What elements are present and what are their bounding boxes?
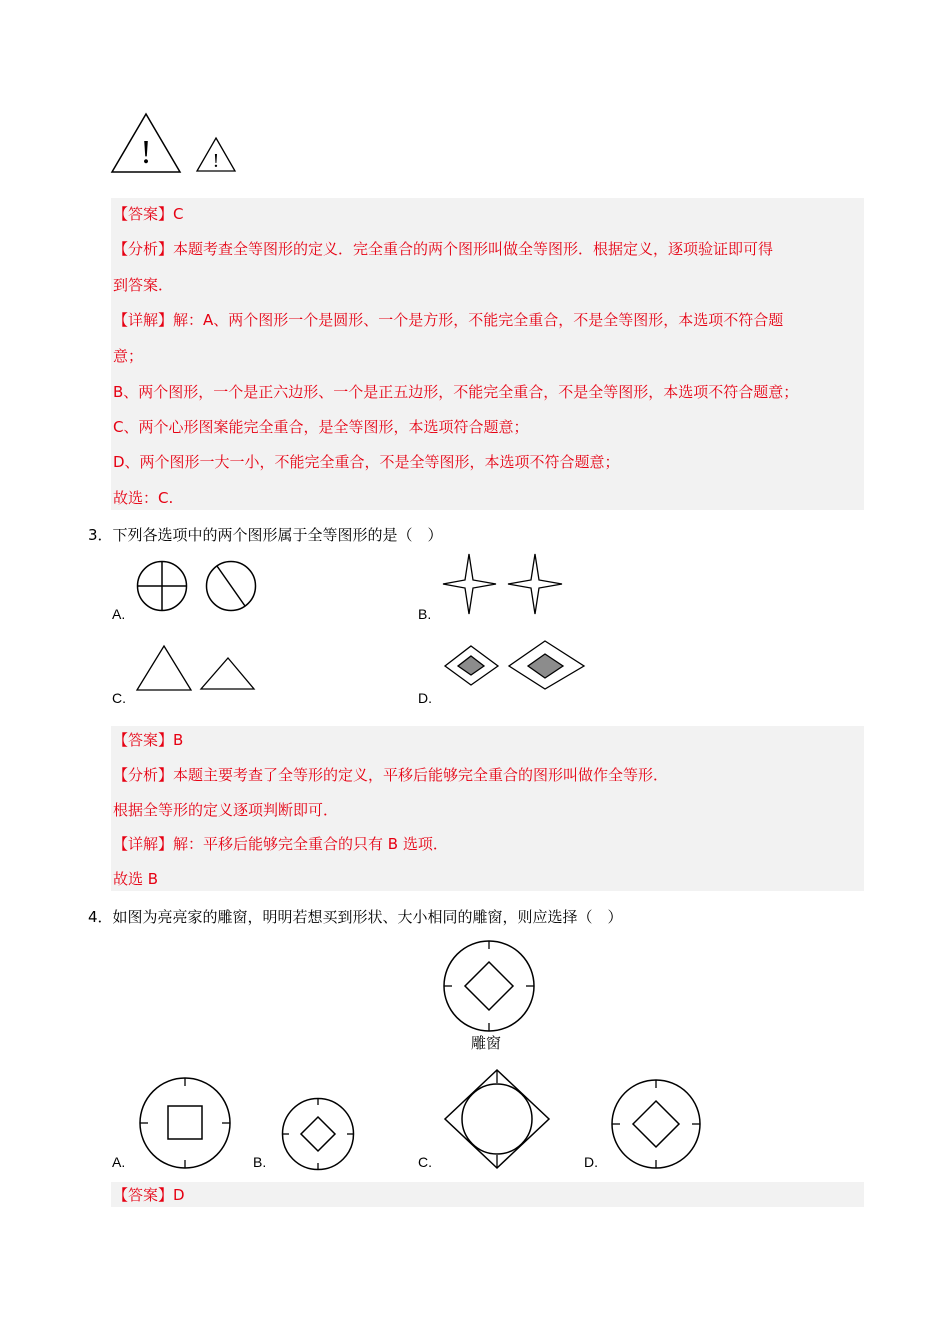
q2-analysis-line1: [113, 241, 773, 258]
q2-detail-text1: 解：A、两个图形一个是圆形、一个是方形，不能完全重合，不是全等图形，本选项不符合题: [173, 311, 784, 329]
q3-detail-line1: [113, 836, 448, 853]
q3-option-a-figure[interactable]: [137, 560, 257, 612]
q3-number: 3．: [88, 526, 113, 544]
q4-answer-value: D: [173, 1186, 185, 1204]
q4-reference-window-figure: [443, 940, 535, 1032]
q3-answer-line: [113, 732, 183, 749]
q4-answer-line: [113, 1187, 185, 1204]
q2-analysis-tag: 【分析】: [113, 240, 174, 258]
q2-detail-line1: [113, 312, 783, 329]
q3-option-a-label: A.: [112, 606, 126, 622]
q3-analysis-text1: 本题主要考查了全等形的定义，平移后能够完全重合的图形叫做作全等形．: [173, 766, 669, 784]
q3-question: [88, 524, 443, 545]
q2-answer-value: C: [173, 205, 184, 223]
q2-answer-line: [113, 206, 184, 223]
q3-detail-text1: 解：平移后能够完全重合的只有 B 选项．: [173, 835, 448, 853]
q3-option-b-figure[interactable]: [442, 553, 564, 615]
q4-option-a-label: A.: [112, 1154, 126, 1170]
q3-option-b-label: B.: [418, 606, 432, 622]
q4-option-b-figure[interactable]: [281, 1098, 355, 1170]
q2-analysis-text1: 本题考查全等图形的定义．完全重合的两个图形叫做全等图形．根据定义，逐项验证即可得: [173, 240, 774, 258]
q3-conclusion: 故选 B: [113, 870, 159, 888]
q3-answer-value: B: [173, 731, 184, 749]
warning-triangle-small-icon: [196, 137, 236, 172]
q4-option-a-figure[interactable]: [139, 1077, 231, 1169]
q4-option-c-figure[interactable]: [444, 1069, 550, 1169]
q4-option-d-label: D.: [584, 1154, 598, 1170]
q3-option-c-label: C.: [112, 690, 126, 706]
q3-detail-tag: 【详解】: [113, 835, 174, 853]
q4-option-b-label: B.: [253, 1154, 267, 1170]
q4-option-d-figure[interactable]: [611, 1079, 701, 1169]
q2-analysis-line2: 到答案．: [113, 276, 174, 294]
warning-symbol-small: !: [212, 150, 220, 172]
warning-triangle-large-icon: [111, 113, 181, 173]
q4-question: [88, 906, 623, 927]
q2-answer-tag: 【答案】: [113, 205, 174, 223]
q3-analysis-line1: [113, 767, 668, 784]
q4-number: 4．: [88, 908, 113, 926]
q2-detail-line-c: C、两个心形图案能完全重合，是全等图形，本选项符合题意；: [113, 418, 529, 436]
q3-option-d-figure[interactable]: [444, 640, 586, 690]
q3-option-d-label: D.: [418, 690, 432, 706]
q2-detail-line-d: D、两个图形一大一小，不能完全重合，不是全等图形，本选项不符合题意；: [113, 453, 620, 471]
q4-figure-caption: 雕窗: [471, 1034, 502, 1052]
q3-analysis-line2: 根据全等形的定义逐项判断即可．: [113, 801, 339, 819]
q3-answer-tag: 【答案】: [113, 731, 174, 749]
q3-analysis-tag: 【分析】: [113, 766, 174, 784]
q4-option-c-label: C.: [418, 1154, 432, 1170]
q3-text: 下列各选项中的两个图形属于全等图形的是（ ）: [112, 526, 443, 544]
q3-option-c-figure[interactable]: [136, 645, 256, 691]
q2-detail-line2: 意；: [113, 347, 144, 365]
q2-detail-line-b: B、两个图形，一个是正六边形、一个是正五边形，不能完全重合，不是全等图形，本选项不符合题意；: [113, 384, 799, 401]
q4-text: 如图为亮亮家的雕窗，明明若想买到形状、大小相同的雕窗，则应选择（ ）: [112, 908, 623, 926]
q2-conclusion: 故选：C.: [113, 489, 174, 507]
q4-answer-tag: 【答案】: [113, 1186, 174, 1204]
warning-symbol-large: !: [140, 134, 152, 171]
q4-answer-box: [111, 1182, 864, 1207]
q2-detail-tag: 【详解】: [113, 311, 174, 329]
